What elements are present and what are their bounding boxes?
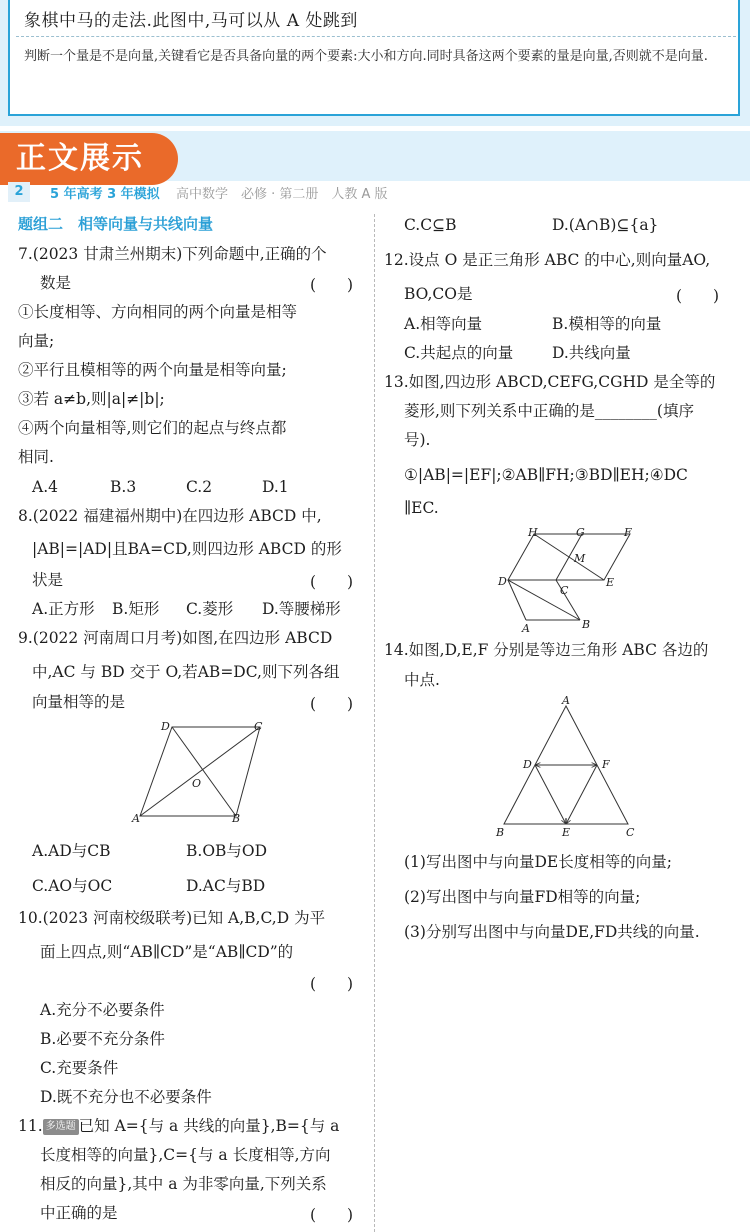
q8-option-d: D.等腰梯形 — [262, 600, 341, 618]
q7-stem-2: 数是 — [40, 274, 72, 292]
q11-number: 11. — [18, 1117, 43, 1135]
label-g: G — [576, 526, 585, 539]
label-o: O — [192, 777, 202, 790]
q7-option-a: A.4 — [32, 478, 58, 496]
label-d: D — [523, 758, 532, 771]
q7-stem: 7.(2023 甘肃兰州期末)下列命题中,正确的个 — [18, 245, 327, 263]
q8-answer-blank: ( ) — [310, 573, 354, 591]
label-c: C — [560, 584, 569, 597]
q11-stem-4: 中正确的是 — [40, 1204, 118, 1222]
q9-stem: 9.(2022 河南周口月考)如图,在四边形 ABCD — [18, 629, 333, 647]
multi-choice-tag: 多选题 — [43, 1119, 79, 1135]
q12-stem-2: BO,CO是 — [404, 285, 473, 303]
label-b: B — [582, 618, 591, 631]
q14-subquestion-1: (1)写出图中与向量DE长度相等的向量; — [404, 853, 672, 871]
q13-statements-2: ∥EC. — [404, 499, 439, 517]
label-d: D — [498, 575, 507, 588]
label-a: A — [562, 696, 570, 707]
q11-answer-blank: ( ) — [310, 1206, 354, 1224]
q8-stem: 8.(2022 福建福州期中)在四边形 ABCD 中, — [18, 507, 322, 525]
q13-statements: ①|AB|=|EF|;②AB∥FH;③BD∥EH;④DC — [404, 466, 688, 484]
q10-stem-2: 面上四点,则“AB∥CD”是“AB∥CD”的 — [40, 943, 294, 961]
label-d: D — [161, 720, 170, 733]
q10-answer-blank: ( ) — [310, 975, 354, 993]
q12-option-b: B.模相等的向量 — [552, 315, 662, 333]
label-f: F — [602, 758, 610, 771]
q13-stem-3: 号). — [404, 431, 431, 449]
q7-option-c: C.2 — [186, 478, 213, 496]
q11-option-c: C.C⊆B — [404, 216, 457, 234]
q9-option-d: D.AC与BD — [186, 877, 266, 895]
q7-option-d: D.1 — [262, 478, 289, 496]
label-h: H — [528, 526, 538, 539]
q7-option-b: B.3 — [110, 478, 137, 496]
column-divider — [374, 214, 375, 1232]
q8-stem-3: 状是 — [32, 571, 64, 589]
label-e: E — [562, 826, 571, 839]
q8-stem-2: |AB|=|AD|且BA=CD,则四边形 ABCD 的形 — [32, 540, 342, 558]
q13-rhombus-figure — [494, 522, 640, 634]
q9-answer-blank: ( ) — [310, 695, 354, 713]
label-m: M — [574, 552, 586, 565]
q8-option-c: C.菱形 — [186, 600, 234, 618]
q12-stem: 12.设点 O 是正三角形 ABC 的中心,则向量AO, — [384, 251, 711, 269]
q14-subquestion-2: (2)写出图中与向量FD相等的向量; — [404, 888, 641, 906]
label-b: B — [232, 812, 241, 825]
prev-page-card — [0, 0, 750, 126]
label-c: C — [626, 826, 635, 839]
q9-option-c: C.AO与OC — [32, 877, 113, 895]
book-subtitle: 高中数学 必修 · 第二册 人教 A 版 — [176, 187, 388, 202]
page-number: 2 — [8, 182, 30, 202]
q7-statement-1: ①长度相等、方向相同的两个向量是相等 — [18, 303, 298, 321]
q7-statement-3: ③若 a≠b,则|a|≠|b|; — [18, 390, 165, 408]
q8-option-a: A.正方形 — [32, 600, 95, 618]
q12-option-c: C.共起点的向量 — [404, 344, 514, 362]
q13-stem: 13.如图,四边形 ABCD,CEFG,CGHD 是全等的 — [384, 373, 716, 391]
q11-stem-3: 相反的向量},其中 a 为非零向量,下列关系 — [40, 1175, 327, 1193]
q10-stem: 10.(2023 河南校级联考)已知 A,B,C,D 为平 — [18, 909, 326, 927]
q9-option-a: A.AD与CB — [32, 842, 111, 860]
group-title: 题组二 相等向量与共线向量 — [18, 215, 214, 233]
q8-option-b: B.矩形 — [112, 600, 160, 618]
q11-stem-2: 长度相等的向量},C={与 a 长度相等,方向 — [40, 1146, 331, 1164]
q10-option-d: D.既不充分也不必要条件 — [40, 1088, 212, 1106]
tip-note: 判断一个量是不是向量,关键看它是否具备向量的两个要素:大小和方向.同时具备这两个要素的量是向量,否则就不是向量. — [24, 49, 708, 64]
q7-statement-1b: 向量; — [18, 332, 55, 350]
label-a: A — [132, 812, 140, 825]
q7-statement-2: ②平行且模相等的两个向量是相等向量; — [18, 361, 287, 379]
book-series: 5 年高考 3 年模拟 — [50, 187, 160, 202]
running-header — [0, 180, 750, 204]
q14-stem-2: 中点. — [404, 671, 440, 689]
section-banner: 正文展示 — [0, 133, 178, 185]
q12-answer-blank: ( ) — [676, 287, 720, 305]
q11-stem — [18, 1116, 339, 1136]
q10-option-c: C.充要条件 — [40, 1059, 119, 1077]
label-f: F — [624, 526, 632, 539]
q12-option-d: D.共线向量 — [552, 344, 631, 362]
label-e: E — [606, 576, 615, 589]
q10-option-b: B.必要不充分条件 — [40, 1030, 165, 1048]
q10-option-a: A.充分不必要条件 — [40, 1001, 165, 1019]
tip-divider — [16, 36, 736, 37]
label-c: C — [254, 720, 263, 733]
chess-text: 象棋中马的走法.此图中,马可以从 A 处跳到 — [24, 11, 358, 31]
q14-triangle-figure — [490, 696, 640, 840]
label-a: A — [522, 622, 530, 634]
q9-parallelogram-figure — [120, 716, 280, 828]
q7-answer-blank: ( ) — [310, 276, 354, 294]
q12-option-a: A.相等向量 — [404, 315, 483, 333]
q11-stem-text: 已知 A={与 a 共线的向量},B={与 a — [78, 1117, 340, 1135]
q11-option-d: D.(A∩B)⊆{a} — [552, 216, 659, 234]
tip-box — [8, 0, 740, 116]
q13-stem-2: 菱形,则下列关系中正确的是________(填序 — [404, 402, 694, 420]
q9-stem-2: 中,AC 与 BD 交于 O,若AB=DC,则下列各组 — [32, 663, 340, 681]
q9-stem-3: 向量相等的是 — [32, 693, 126, 711]
q7-statement-4: ④两个向量相等,则它们的起点与终点都 — [18, 419, 287, 437]
q14-subquestion-3: (3)分别写出图中与向量DE,FD共线的向量. — [404, 923, 700, 941]
q14-stem: 14.如图,D,E,F 分别是等边三角形 ABC 各边的 — [384, 641, 709, 659]
q7-statement-4b: 相同. — [18, 448, 54, 466]
label-b: B — [496, 826, 505, 839]
q9-option-b: B.OB与OD — [186, 842, 268, 860]
